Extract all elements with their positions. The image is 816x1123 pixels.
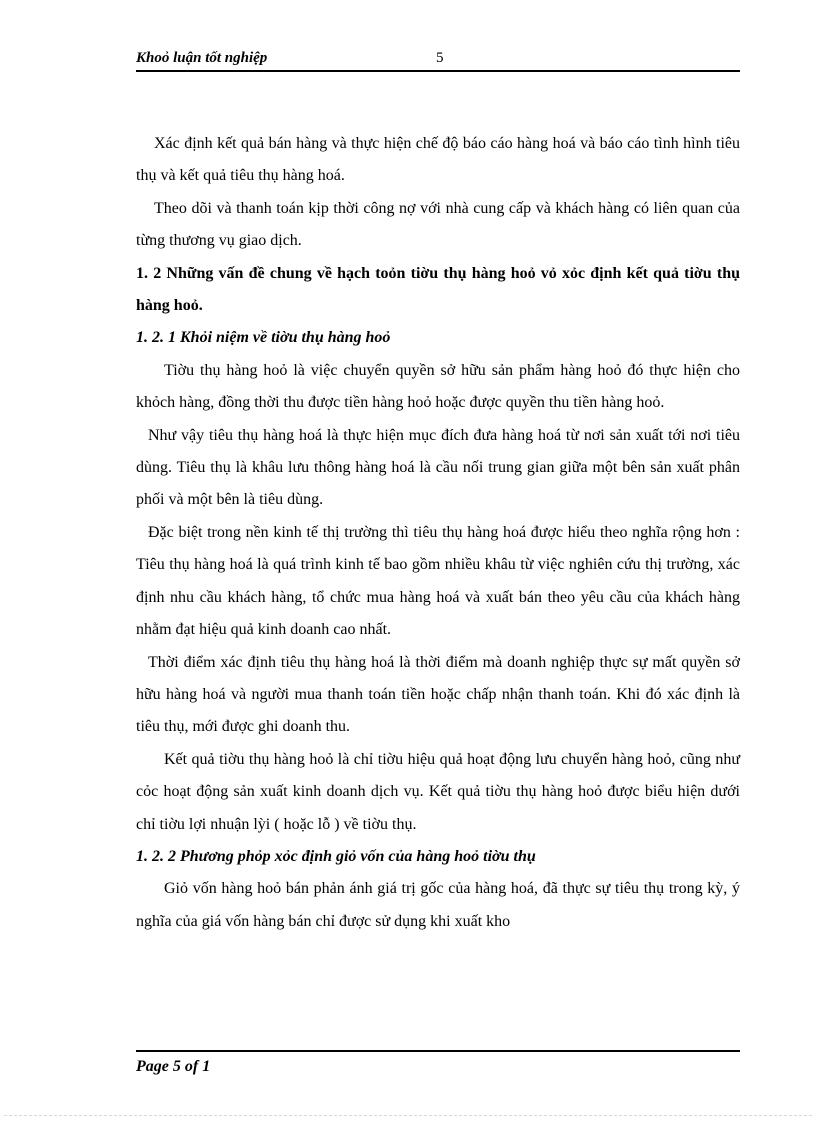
document-body [136,128,740,938]
body-paragraph: Như vậy tiêu thụ hàng hoá là thực hiện mục đích đưa hàng hoá từ nơi sản xuất tới nơi tiêu dùng. Tiêu thụ là khâu lưu thông hàng hoá là cầu nối trung gian giữa một bên sản xuất phân phối và một bên là tiêu dùng. [136,426,740,509]
header-page-number: 5 [436,50,444,66]
page-bottom-divider [4,1115,812,1116]
page-footer [136,1050,740,1076]
body-paragraph: Kết quả tiờu thụ hàng hoỏ là chỉ tiờu hiệu quả hoạt động lưu chuyển hàng hoỏ, cũng như cỏc hoạt động sản xuất kinh doanh dịch vụ. Kết quả tiờu thụ hàng hoỏ được biểu hiện dưới chỉ tiờu lợi nhuận lỳi ( hoặc lỗ ) về tiờu thụ. [136,750,740,833]
header-title: Khoỏ luận tốt nghiệp [136,50,268,66]
body-paragraph: Tiờu thụ hàng hoỏ là việc chuyển quyền sở hữu sản phẩm hàng hoỏ đó thực hiện cho khỏch hàng, đồng thời thu được tiền hàng hoỏ hoặc được quyền thu tiền hàng hoỏ. [136,361,740,412]
body-paragraph: Xác định kết quả bán hàng và thực hiện chế độ báo cáo hàng hoá và báo cáo tình hình tiêu thụ và kết quả tiêu thụ hàng hoá. [136,135,740,185]
body-paragraph: Giỏ vốn hàng hoỏ bán phản ánh giá trị gốc của hàng hoá, đã thực sự tiêu thụ trong kỳ, ý nghĩa của giá vốn hàng bán chỉ được sử dụng khi xuất kho [136,880,740,930]
section-heading: 1. 2 Những vấn đề chung về hạch toỏn tiờu thụ hàng hoỏ vỏ xỏc định kết quả tiờu thụ hàng hoỏ. [136,264,740,315]
subsection-heading: 1. 2. 2 Phương phỏp xỏc định giỏ vốn của hàng hoỏ tiờu thụ [136,847,536,865]
footer-page-label: Page 5 of 1 [136,1058,211,1075]
body-paragraph: Thời điểm xác định tiêu thụ hàng hoá là thời điểm mà doanh nghiệp thực sự mất quyền sở hữu hàng hoá và người mua thanh toán tiền hoặc chấp nhận thanh toán. Khi đó xác định là tiêu thụ, mới được ghi doanh thu. [136,653,740,736]
subsection-heading: 1. 2. 1 Khỏi niệm về tiờu thụ hàng hoỏ [136,329,391,347]
page-header [136,48,740,72]
body-paragraph: Đặc biệt trong nền kinh tế thị trường thì tiêu thụ hàng hoá được hiểu theo nghĩa rộng hơn : Tiêu thụ hàng hoá là quá trình kinh tế bao gồm nhiều khâu từ việc nghiên cứu thị trường, xác định nhu cầu khách hàng, tổ chức mua hàng hoá và xuất bán theo yêu cầu của khách hàng nhằm đạt hiệu quả kinh doanh cao nhất. [136,523,740,639]
body-paragraph: Theo dõi và thanh toán kịp thời công nợ với nhà cung cấp và khách hàng có liên quan của từng thương vụ giao dịch. [136,199,740,250]
